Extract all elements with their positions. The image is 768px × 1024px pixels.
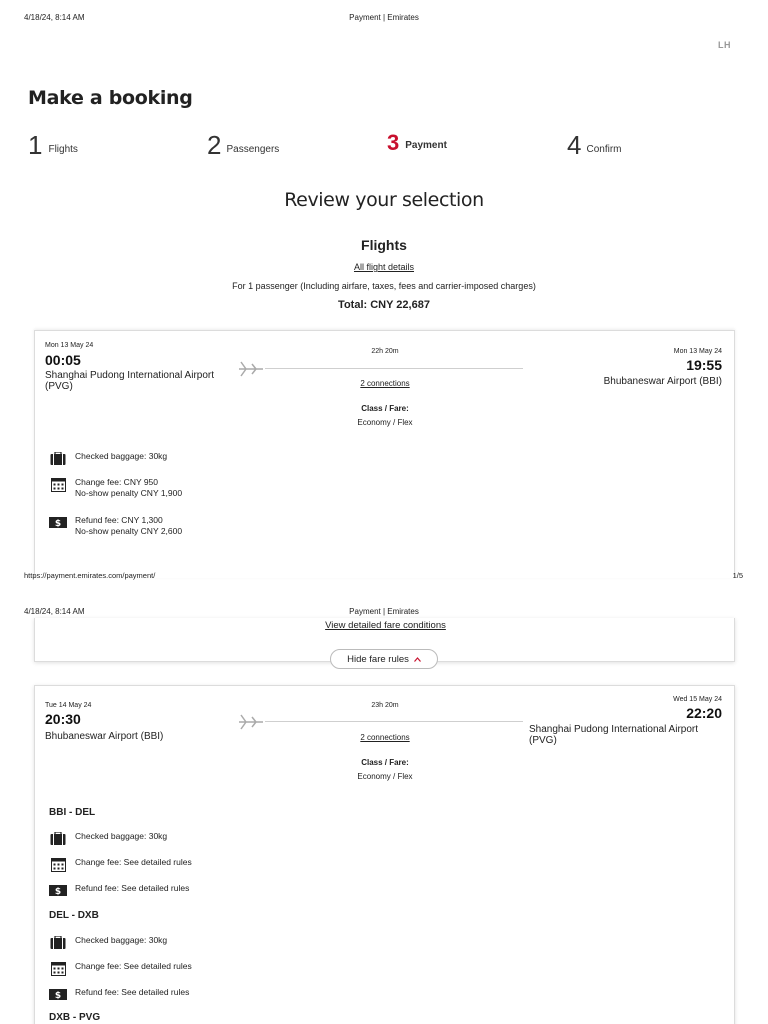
departure-time: 00:05 [45, 352, 81, 368]
outbound-flight-card [34, 330, 735, 578]
baggage-text: Checked baggage: 30kg [75, 451, 168, 461]
segment-route: BBI - DEL [49, 807, 96, 818]
dollar-icon [49, 987, 67, 1001]
baggage-row [49, 831, 167, 845]
route-line [265, 368, 523, 369]
print-title: Payment | Emirates [349, 13, 419, 22]
plane-icon [238, 713, 264, 736]
review-heading: Review your selection [284, 189, 484, 211]
print-datetime-2: 4/18/24, 8:14 AM [24, 607, 85, 616]
departure-airport: Bhubaneswar Airport (BBI) [45, 731, 164, 742]
calendar-icon [49, 961, 67, 975]
print-datetime: 4/18/24, 8:14 AM [24, 13, 85, 22]
step-label: Passengers [226, 144, 280, 155]
refund-fee-row [49, 987, 189, 1001]
step-label: Flights [48, 144, 78, 155]
step-payment[interactable] [387, 132, 447, 154]
step-number: 2 [207, 130, 222, 160]
step-flights[interactable] [28, 132, 78, 158]
print-url: https://payment.emirates.com/payment/ [24, 571, 156, 580]
arrival-airport: Shanghai Pudong International Airport (PVG) [529, 724, 699, 746]
change-fee-row [49, 961, 192, 975]
change-fee-text: Change fee: See detailed rules [75, 857, 192, 867]
baggage-icon [49, 831, 67, 845]
refund-fee-text: Refund fee: See detailed rules [75, 883, 190, 893]
arrival-airport: Bhubaneswar Airport (BBI) [603, 376, 722, 387]
user-initials[interactable]: LH [718, 40, 731, 50]
segment-route: DEL - DXB [49, 910, 99, 921]
refund-fee-text: Refund fee: CNY 1,300 [75, 515, 163, 525]
baggage-text: Checked baggage: 30kg [75, 935, 168, 945]
step-passengers[interactable] [207, 132, 279, 158]
svg-text:$: $ [54, 518, 62, 528]
step-number: 3 [387, 130, 400, 155]
baggage-row [49, 935, 167, 949]
refund-fee-text: Refund fee: See detailed rules [75, 987, 190, 997]
dollar-icon [49, 883, 67, 897]
connections-link[interactable]: 2 connections [360, 733, 410, 742]
hide-fare-rules-button[interactable] [330, 649, 438, 669]
change-fee-text: Change fee: See detailed rules [75, 961, 192, 971]
total-price: Total: CNY 22,687 [338, 299, 430, 311]
refund-fee-row [49, 515, 182, 537]
all-flight-details-link[interactable]: All flight details [353, 262, 415, 272]
passenger-note: For 1 passenger (Including airfare, taxes, fees and carrier-imposed charges) [232, 281, 536, 291]
segment-route: DXB - PVG [49, 1012, 101, 1023]
class-fare-label: Class / Fare: [361, 758, 409, 767]
step-label: Payment [405, 140, 447, 151]
arrival-date: Wed 15 May 24 [673, 696, 722, 703]
change-fee-row [49, 477, 182, 499]
baggage-icon [49, 451, 67, 465]
step-label: Confirm [586, 144, 622, 155]
flight-duration: 22h 20m [371, 348, 399, 355]
step-number: 1 [28, 130, 43, 160]
change-fee-text: Change fee: CNY 950 [75, 477, 159, 487]
chevron-up-icon [414, 657, 421, 662]
baggage-icon [49, 935, 67, 949]
inbound-flight-card [34, 685, 735, 1024]
arrival-date: Mon 13 May 24 [673, 348, 722, 355]
calendar-icon [49, 477, 67, 491]
svg-text:$: $ [54, 886, 62, 896]
baggage-row [49, 451, 167, 465]
departure-time: 20:30 [45, 711, 81, 727]
change-noshow-text: No-show penalty CNY 1,900 [75, 488, 183, 498]
class-fare-label: Class / Fare: [361, 404, 409, 413]
print-title-2: Payment | Emirates [349, 607, 419, 616]
arrival-time: 22:20 [686, 705, 722, 721]
departure-date: Tue 14 May 24 [45, 702, 92, 709]
connections-link[interactable]: 2 connections [360, 379, 410, 388]
hide-fare-rules-label: Hide fare rules [347, 653, 409, 665]
page-title: Make a booking [28, 87, 193, 109]
dollar-icon [49, 515, 67, 529]
refund-noshow-text: No-show penalty CNY 2,600 [75, 526, 183, 536]
plane-icon [238, 360, 264, 383]
departure-date: Mon 13 May 24 [45, 342, 94, 349]
flight-duration: 23h 20m [371, 702, 399, 709]
arrival-time: 19:55 [686, 357, 722, 373]
class-fare-value: Economy / Flex [357, 418, 413, 427]
calendar-icon [49, 857, 67, 871]
flights-section-title: Flights [361, 237, 407, 253]
print-page-number: 1/5 [732, 571, 743, 580]
class-fare-value: Economy / Flex [357, 772, 413, 781]
baggage-text: Checked baggage: 30kg [75, 831, 168, 841]
svg-text:$: $ [54, 990, 62, 1000]
change-fee-row [49, 857, 192, 871]
step-confirm[interactable] [567, 132, 621, 158]
step-number: 4 [567, 130, 582, 160]
fare-conditions-link[interactable]: View detailed fare conditions [325, 620, 446, 631]
route-line [265, 721, 523, 722]
refund-fee-row [49, 883, 189, 897]
departure-airport: Shanghai Pudong International Airport (PVG) [45, 370, 215, 392]
